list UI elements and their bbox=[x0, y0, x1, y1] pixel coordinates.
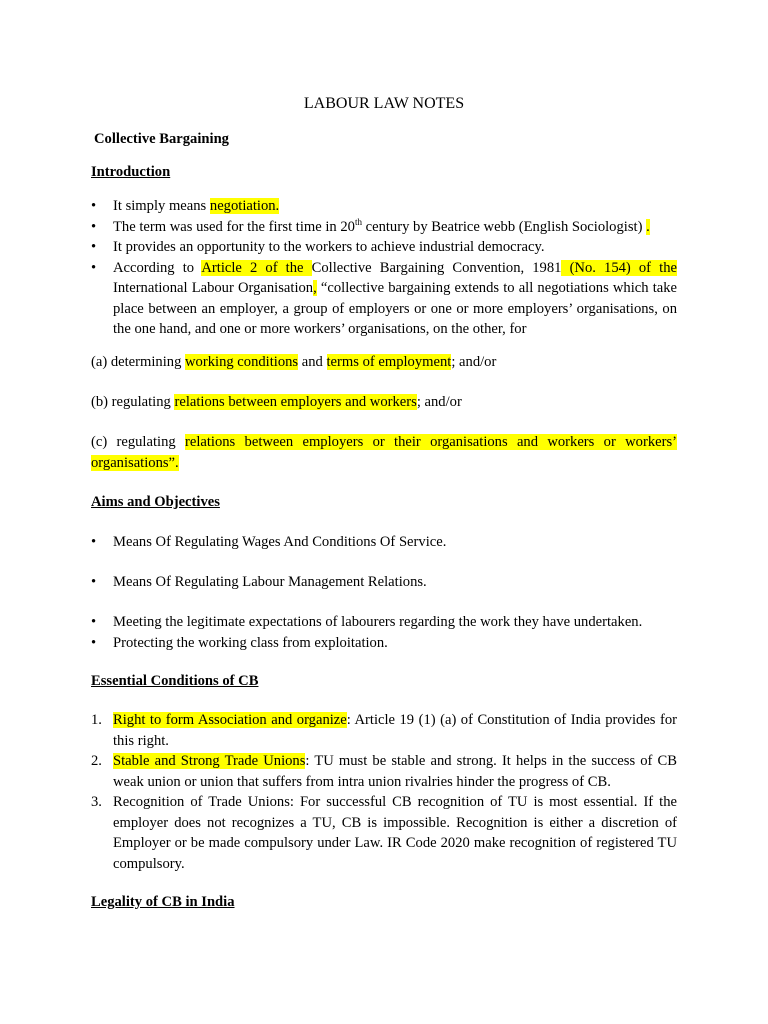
introduction-list bbox=[91, 196, 677, 340]
highlighted-text: working conditions bbox=[185, 354, 299, 370]
highlighted-text: Stable and Strong Trade Unions bbox=[113, 753, 306, 769]
list-item-text: Means Of Regulating Wages And Conditions Of Service. bbox=[113, 534, 447, 550]
list-item bbox=[91, 710, 677, 751]
list-item-text: It provides an opportunity to the workers to achieve industrial democracy. bbox=[113, 239, 545, 255]
introduction-heading: Introduction bbox=[91, 164, 171, 180]
paragraph-text: (a) determining bbox=[91, 354, 186, 370]
list-item bbox=[91, 196, 677, 217]
bullet-icon: • bbox=[91, 574, 97, 590]
list-item-text: : TU must be stable and strong. It helps in the success of CB weak union or union that suffers from intra union rivalries hinder the progress of CB. bbox=[113, 753, 677, 790]
list-item bbox=[91, 572, 677, 593]
page-title: LABOUR LAW NOTES bbox=[303, 95, 465, 112]
highlighted-text: terms of employment bbox=[326, 354, 452, 370]
essential-heading: Essential Conditions of CB bbox=[91, 673, 259, 689]
list-item bbox=[91, 751, 677, 792]
bullet-icon: • bbox=[91, 198, 97, 214]
paragraph-text: ; and/or bbox=[416, 394, 462, 410]
highlighted-text: relations between employers and workers bbox=[174, 394, 417, 410]
paragraph-b bbox=[91, 392, 677, 413]
list-item-text: International Labour Organisation bbox=[113, 280, 314, 296]
list-item-text: Protecting the working class from exploitation. bbox=[113, 634, 388, 651]
list-item bbox=[91, 532, 677, 553]
list-item-text: According to bbox=[113, 259, 202, 276]
aims-list-1 bbox=[91, 532, 677, 553]
highlighted-text: Right to form Association and organize bbox=[113, 712, 347, 728]
bullet-icon: • bbox=[91, 614, 97, 630]
highlighted-text: relations between employers or their organisations and workers or workers’ organisations”. bbox=[91, 434, 677, 471]
bullet-icon: • bbox=[91, 634, 97, 651]
list-item-text: The term was used for the first time in 20 bbox=[113, 218, 355, 235]
section-title: Collective Bargaining bbox=[94, 131, 229, 147]
bullet-icon: • bbox=[91, 239, 97, 255]
paragraph-text: (c) regulating bbox=[91, 434, 185, 450]
highlighted-text: . bbox=[646, 218, 650, 235]
list-item-text: Means Of Regulating Labour Management Relations. bbox=[113, 574, 427, 590]
paragraph-a bbox=[91, 352, 677, 373]
list-item bbox=[91, 237, 677, 258]
essential-list bbox=[91, 710, 677, 874]
list-item bbox=[91, 792, 677, 874]
list-item-text: century by Beatrice webb (English Sociologist) bbox=[361, 218, 647, 235]
list-item bbox=[91, 258, 677, 340]
bullet-icon: • bbox=[91, 259, 97, 276]
list-item bbox=[91, 612, 677, 633]
aims-list-2 bbox=[91, 572, 677, 593]
list-item-text: “collective bargaining extends to all negotiations which take place between an employer, a group of employers or one or more employers’ organisations, on the one hand, and one or more workers’ organisations, on the other, for bbox=[113, 280, 677, 337]
list-item-text: Collective Bargaining Convention, 1981 bbox=[311, 259, 562, 276]
list-number: 3. bbox=[91, 794, 102, 810]
aims-list-3 bbox=[91, 612, 677, 653]
list-number: 2. bbox=[91, 753, 102, 769]
bullet-icon: • bbox=[91, 534, 97, 550]
superscript: th bbox=[354, 216, 362, 227]
highlighted-text: , bbox=[313, 280, 317, 296]
list-item bbox=[91, 633, 677, 654]
highlighted-text: negotiation. bbox=[209, 198, 280, 214]
highlighted-text: Article 2 of the bbox=[201, 259, 312, 276]
list-item-text: Meeting the legitimate expectations of labourers regarding the work they have undertaken. bbox=[113, 614, 643, 630]
list-number: 1. bbox=[91, 712, 102, 728]
highlighted-text: (No. 154) of the bbox=[561, 259, 677, 276]
list-item-text: Recognition of Trade Unions: For successful CB recognition of TU is most essential. If the employer does not recognizes a TU, CB is impossible. Recognition is either a discretion of Employer or be made compulsory under Law. IR Code 2020 make recognition of registered TU compulsory. bbox=[113, 794, 677, 872]
paragraph-text: and bbox=[298, 354, 327, 370]
paragraph-c bbox=[91, 432, 677, 473]
paragraph-text: (b) regulating bbox=[91, 394, 175, 410]
list-item-text: : Article 19 (1) (a) of Constitution of India provides for this right. bbox=[113, 712, 677, 749]
legality-heading: Legality of CB in India bbox=[91, 894, 235, 910]
list-item-text: It simply means bbox=[113, 198, 210, 214]
paragraph-text: ; and/or bbox=[451, 354, 497, 370]
aims-heading: Aims and Objectives bbox=[91, 494, 220, 510]
list-item bbox=[91, 217, 677, 238]
bullet-icon: • bbox=[91, 218, 97, 235]
